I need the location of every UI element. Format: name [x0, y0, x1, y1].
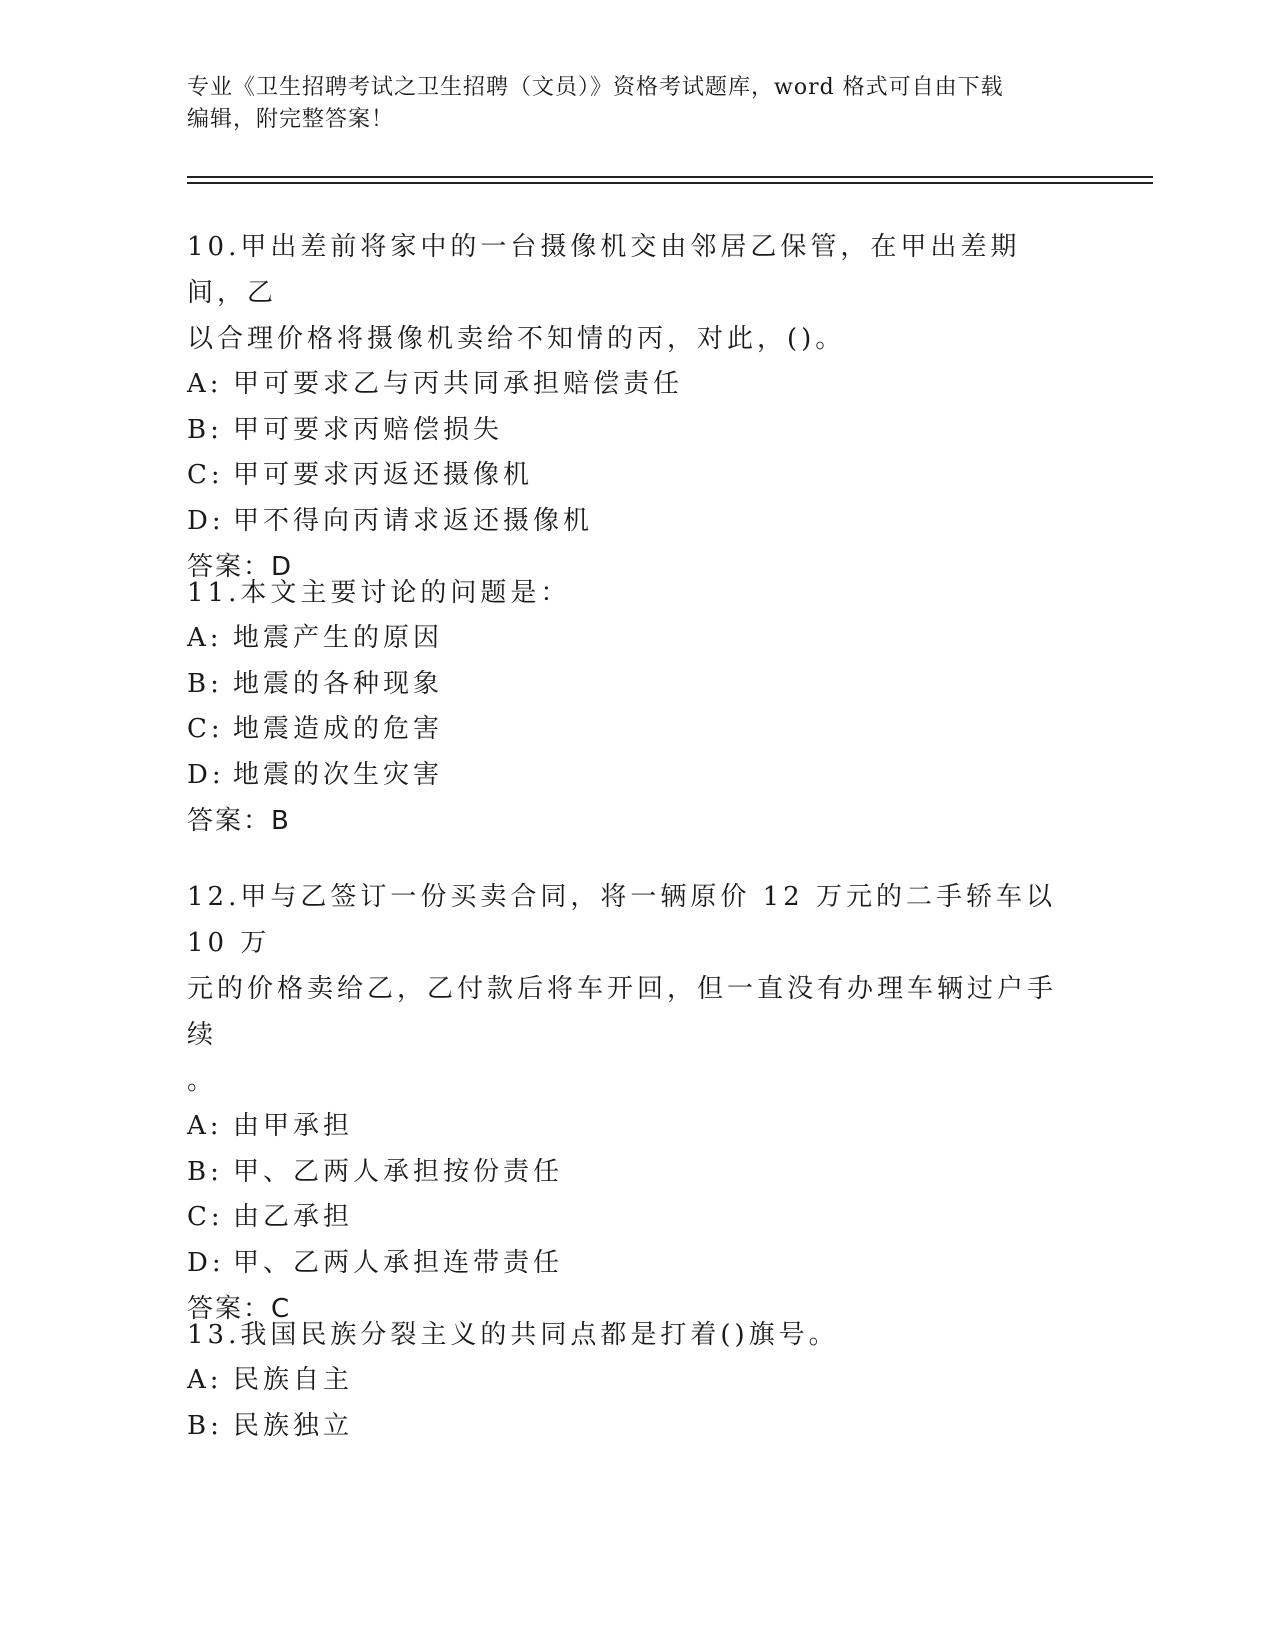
option-c — [187, 453, 1067, 499]
question-stem: 12.甲与乙签订一份买卖合同，将一辆原价 12 万元的二手轿车以 10 万 — [187, 882, 1056, 958]
option-a — [187, 362, 1067, 408]
option-text: 甲可要求丙返还摄像机 — [233, 460, 534, 490]
question-13 — [187, 1312, 1067, 1449]
header-divider-top — [187, 176, 1153, 178]
option-c — [187, 707, 1067, 753]
option-text: 甲、乙两人承担按份责任 — [233, 1156, 564, 1187]
question-10 — [187, 224, 1067, 590]
option-b — [187, 1404, 1067, 1450]
answer-line: 答案：C — [187, 1294, 292, 1324]
header-divider-bottom — [187, 182, 1153, 184]
option-key: A: — [187, 1365, 223, 1395]
option-key: D: — [187, 505, 225, 536]
option-d — [187, 1241, 1067, 1287]
question-stem: 11.本文主要讨论的问题是： — [187, 578, 571, 608]
question-11 — [187, 570, 1067, 844]
option-text: 甲不得向丙请求返还摄像机 — [233, 505, 594, 536]
option-text: 甲、乙两人承担连带责任 — [233, 1247, 564, 1278]
option-b — [187, 1150, 1067, 1196]
option-key: A: — [187, 623, 223, 653]
option-d — [187, 499, 1067, 545]
header-line-2: 编辑，附完整答案！ — [187, 107, 395, 132]
question-12 — [187, 874, 1067, 1332]
option-d — [187, 753, 1067, 799]
option-key: B: — [187, 414, 223, 445]
option-b — [187, 408, 1067, 454]
option-key: B: — [187, 1156, 223, 1187]
question-stem-continued: 以合理价格将摄像机卖给不知情的丙，对此，()。 — [187, 324, 846, 354]
header-line-1: 专业《卫生招聘考试之卫生招聘（文员）》资格考试题库，word 格式可自由下载 — [187, 75, 1004, 100]
option-key: B: — [187, 1410, 223, 1441]
option-text: 地震的次生灾害 — [233, 759, 444, 790]
option-key: D: — [187, 759, 225, 790]
question-stem: 10.甲出差前将家中的一台摄像机交由邻居乙保管，在甲出差期间，乙 — [187, 232, 1021, 308]
option-c — [187, 1195, 1067, 1241]
option-text: 由乙承担 — [233, 1202, 354, 1232]
option-key: A: — [187, 369, 223, 399]
option-text: 地震的各种现象 — [233, 668, 444, 699]
option-key: C: — [187, 714, 224, 744]
option-key: D: — [187, 1247, 225, 1278]
option-key: C: — [187, 1202, 224, 1232]
answer-line: 答案：D — [187, 552, 294, 582]
question-stem-continued: 元的价格卖给乙，乙付款后将车开回，但一直没有办理车辆过户手续 — [187, 974, 1058, 1050]
question-stem: 13.我国民族分裂主义的共同点都是打着()旗号。 — [187, 1320, 839, 1350]
option-a — [187, 616, 1067, 662]
document-header — [187, 72, 1067, 136]
option-text: 甲可要求丙赔偿损失 — [233, 414, 504, 445]
option-key: A: — [187, 1111, 223, 1141]
option-text: 地震造成的危害 — [233, 714, 444, 744]
option-key: C: — [187, 460, 224, 490]
option-a — [187, 1358, 1067, 1404]
option-text: 由甲承担 — [233, 1111, 354, 1141]
option-a — [187, 1104, 1067, 1150]
option-text: 地震产生的原因 — [233, 623, 444, 653]
option-b — [187, 662, 1067, 708]
answer-line: 答案：B — [187, 806, 291, 836]
option-text: 民族自主 — [233, 1365, 354, 1395]
option-key: B: — [187, 668, 223, 699]
question-stem-continued: 。 — [187, 1066, 218, 1096]
option-text: 甲可要求乙与丙共同承担赔偿责任 — [233, 369, 684, 399]
option-text: 民族独立 — [233, 1410, 354, 1441]
